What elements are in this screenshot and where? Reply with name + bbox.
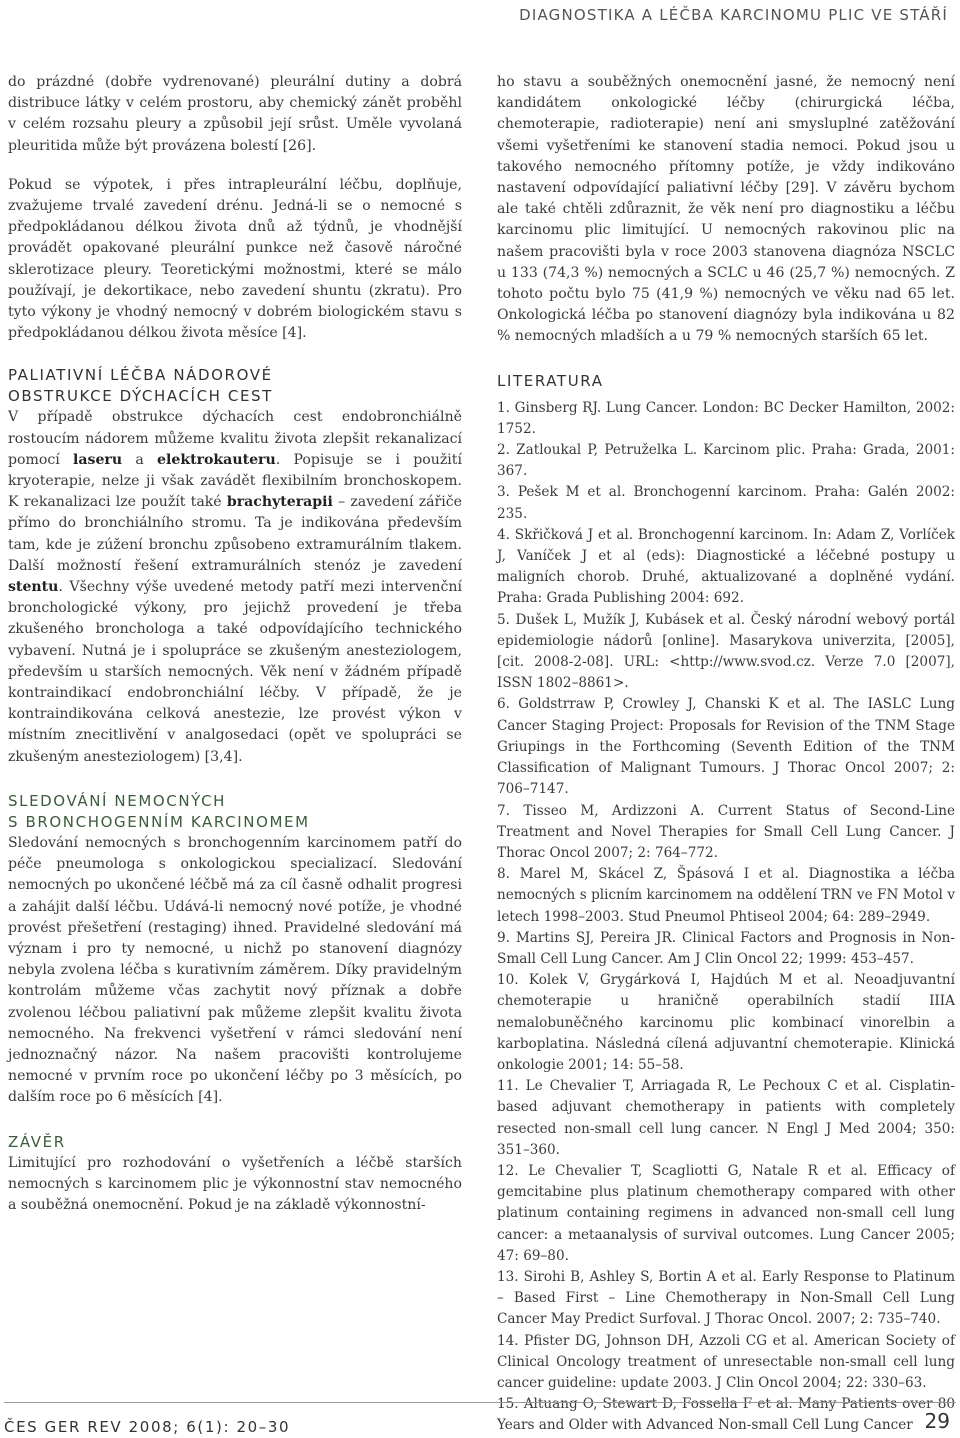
section-heading-followup-line1: SLEDOVÁNÍ NEMOCNÝCH bbox=[8, 791, 227, 810]
keyword-stent: stentu bbox=[8, 579, 59, 596]
section-heading-conclusion: ZÁVĚR bbox=[8, 1132, 66, 1151]
section-palliative bbox=[8, 365, 462, 767]
journal-citation: ČES GER REV 2008; 6(1): 20–30 bbox=[4, 1418, 291, 1436]
reference-item: 15. Altuang O, Stewart D, Fossella F et al. Many Patients over 80 Years and Older with Advanced Non-small Cell Lung Cancer bbox=[497, 1396, 955, 1434]
reference-item: 7. Tisseo M, Ardizzoni A. Current Status of Second-Line Treatment and Novel Therapies for Small Cell Lung Cancer. J Thorac Oncol 2007; 2: 764–772. bbox=[497, 802, 955, 861]
reference-item: 4. Skřičková J et al. Bronchogenní karcinom. In: Adam Z, Vorlíček J, Vaníček J et al (eds): Diagnostické a léčebné postupy u maligních chorob. Druhé, aktualizované a doplněné vydání. Praha: Grada Publishing 2004: 692. bbox=[497, 526, 955, 607]
keyword-laser: laseru bbox=[73, 451, 123, 468]
reference-item: 11. Le Chevalier T, Arriagada R, Le Pechoux C et al. Cisplatin-based adjuvant chemotherapy in patients with completely resected non-small cell lung cancer. N Engl J Med 2004; 350: 351–360. bbox=[497, 1078, 955, 1158]
page-number: 29 bbox=[924, 1409, 950, 1433]
section-heading-references: LITERATURA bbox=[497, 371, 604, 390]
paragraph-pleurodesis: do prázdné (dobře vydrenované) pleurální dutiny a dobrá distribuce látky v celém prostoru, aby chemický zánět proběhl v celém rozsahu pleury a způsobil její srůst. Uměle vyvolaná pleuritida může být provázena bolestí [26]. bbox=[8, 74, 462, 154]
reference-item: 2. Zatloukal P, Petruželka L. Karcinom plic. Praha: Grada, 2001: 367. bbox=[497, 442, 955, 480]
section-heading-followup-line2: S BRONCHOGENNÍM KARCINOMEM bbox=[8, 812, 310, 831]
reference-item: 1. Ginsberg RJ. Lung Cancer. London: BC Decker Hamilton, 2002: 1752. bbox=[497, 399, 955, 437]
reference-item: 9. Martins SJ, Pereira JR. Clinical Factors and Prognosis in Non-Small Cell Lung Cancer. Am J Clin Oncol 22; 1999: 453–457. bbox=[497, 929, 955, 967]
reference-item: 5. Dušek L, Mužík J, Kubásek et al. Český národní webový portál epidemiologie nádorů [online]. Masarykova univerzita, [2005], [cit. 2008-2-08]. URL: <http://www.svod.cz. Verze 7.0 [2007], ISSN 1802–8861>. bbox=[497, 611, 955, 692]
keyword-electrocautery: elektrokauteru bbox=[157, 451, 276, 468]
keyword-brachytherapy: brachyterapii bbox=[226, 494, 333, 511]
footer-rule bbox=[4, 1402, 956, 1403]
paragraph-airway-obstruction: V případě obstrukce dýchacích cest endobronchiálně rostoucím nádorem můžeme kvalitu života zlepšit rekanalizací pomocí laseru a elektrokauteru. Popisuje se i použití kryoterapie, nelze ji však zavádět flexibilním bronchoskopem. K rekanalizaci lze použít také brachyterapii – zavedení zářiče přímo do bronchiálního stromu. Ta je indikována především tam, kde je zúžení bronchu způsobeno extramurálním tlakem. Další možností řešení extramurálních stenóz je zavedení stentu. Všechny výše uvedené metody patří mezi intervenční bronchologické výkony, pro jejichž provedení je třeba zkušeného bronchologa a také odpovídajícího technického vybavení. Nutná je i spolupráce se zkušeným anesteziologem, především u starších nemocných. Věk není v žádném případě kontraindikací endobronchiální léčby. V případě, že je kontraindikována celková anestezie, lze provést výkon v místním znecitlivění v analgosedaci (opět ve spolupráci se zkušeným anesteziologem) [3,4]. bbox=[8, 409, 463, 765]
section-followup bbox=[8, 791, 462, 1109]
paragraph-followup: Sledování nemocných s bronchogenním karcinomem patří do péče pneumologa s onkologickou specializací. Sledování nemocných po ukončené léčbě má za cíl časně odhalit progresi a zahájit další léčbu. Udává-li nemocný nové potíže, je vhodné provést přešetření (restaging) ihned. Pravidelné sledování má význam i pro ty nemocné, u nichž po stanovení diagnózy nebyla zvolena léčba s kurativním záměrem. Díky pravidelným kontrolám můžeme včas zachytit nový příznak a dobře zvolenou léčbou paliativní pak můžeme zlepšit kvalitu života nemocného. Na frekvenci vyšetření v rámci sledování není jednoznačný názor. Na našem pracovišti kontrolujeme nemocné v prvním roce po ukončení léčby po 3 měsících, po dalším roce po 6 měsících [4]. bbox=[8, 834, 462, 1106]
running-title: DIAGNOSTIKA A LÉČBA KARCINOMU PLIC VE STÁŘÍ bbox=[519, 6, 948, 24]
paragraph-conclusion: Limitující pro rozhodování o vyšetřeních a léčbě starších nemocných s karcinomem plic je výkonnostní stav nemocného a souběžná onemocnění. Pokud je na základě výkonnostní- bbox=[8, 1154, 462, 1213]
reference-item: 13. Sirohi B, Ashley S, Bortin A et al. Early Response to Platinum – Based First – Line Chemotherapy in Non-Small Cell Lung Cancer May Predict Surfoval. J Thorac Oncol. 2007; 2: 735–740. bbox=[497, 1268, 955, 1328]
right-column bbox=[497, 72, 955, 1437]
section-references bbox=[497, 371, 955, 1437]
section-heading-palliative-line2: OBSTRUKCE DÝCHACÍCH CEST bbox=[8, 387, 273, 406]
paragraph-conclusion-cont: ho stavu a souběžných onemocnění jasné, že nemocný není kandidátem onkologické léčby (chirurgická léčba, chemoterapie, radioterapie) není ani smysluplné zatěžování všemi vyšetřeními ke stanovení stadia nemoci. Pokud jsou u takového nemocného přítomny potíže, je vždy indikováno nastavení odpovídající paliativní léčby [29]. V závěru bychom ale také chtěli zdůraznit, že věk není pro diagnostiku a léčbu karcinomu plic limitující. U nemocných rakovinou plic na našem pracovišti byla v roce 2003 stanovena diagnóza NSCLC u 133 (74,3 %) nemocných a SCLC u 46 (25,7 %) nemocných. Z tohoto počtu bylo 75 (41,9 %) nemocných ve věku nad 65 let. Onkologická léčba po stanovení diagnózy byla indikována u 82 % nemocných mladších a u 79 % nemocných starších 65 let. bbox=[497, 74, 955, 345]
reference-item: 8. Marel M, Skácel Z, Špásová I et al. Diagnostika a léčba nemocných s plicním karcinomem na oddělení TRN ve FN Motol v letech 1998–2003. Stud Pneumol Phtiseol 2004; 64: 289–2949. bbox=[497, 866, 955, 925]
reference-item: 12. Le Chevalier T, Scagliotti G, Natale R et al. Efficacy of gemcitabine plus platinum chemotherapy compared with other platinum containing regimens in advanced non-small cell lung cancer: a metaanalysis of survival outcomes. Lung Cancer 2005; 47: 69–80. bbox=[497, 1162, 955, 1264]
reference-item: 3. Pešek M et al. Bronchogenní karcinom. Praha: Galén 2002: 235. bbox=[497, 484, 955, 522]
reference-item: 14. Pfister DG, Johnson DH, Azzoli CG et al. American Society of Clinical Oncology treatment of unresectable non-small cell lung cancer guideline: update 2003. J Clin Oncol 2004; 22: 330–63. bbox=[497, 1332, 955, 1391]
section-heading-palliative-line1: PALIATIVNÍ LÉČBA NÁDOROVÉ bbox=[8, 366, 273, 385]
reference-list bbox=[497, 398, 955, 1437]
section-conclusion bbox=[8, 1132, 462, 1217]
reference-item: 6. Goldstrraw P, Crowley J, Chanski K et al. The IASLC Lung Cancer Staging Project: Proposals for Revision of the TNM Stage Griupings in the Forthcoming (Seventh Edition of the TNM Classification of Malignant Tumours. J Thorac Oncol 2007; 2: 706–7147. bbox=[497, 696, 955, 798]
left-column bbox=[8, 72, 462, 1216]
paragraph-drain: Pokud se výpotek, i přes intrapleurální léčbu, doplňuje, zvažujeme trvalé zavedení drénu. Jedná-li se o nemocné s předpokládanou délkou života dnů až týdnů, je vhodnější provádět opakované pleurální punkce než časově náročné sklerotizace pleury. Teoretickými možnostmi, které se málo používají, je dekortikace, nebo zavedení shuntu (zkratu). Pro tyto výkony je vhodný nemocný v dobrém biologickém stavu s předpokládanou délkou života měsíce [4]. bbox=[8, 176, 462, 342]
reference-item: 10. Kolek V, Grygárková I, Hajdúch M et al. Neoadjuvantní chemoterapie u hraničně operabilních stadií IIIA nemalobuněčného karcinomu plic kombinací vinorelbin a karboplatina. Následná cílená adjuvantní chemoterapie. Klinická onkologie 2001; 14: 55–58. bbox=[497, 972, 955, 1073]
